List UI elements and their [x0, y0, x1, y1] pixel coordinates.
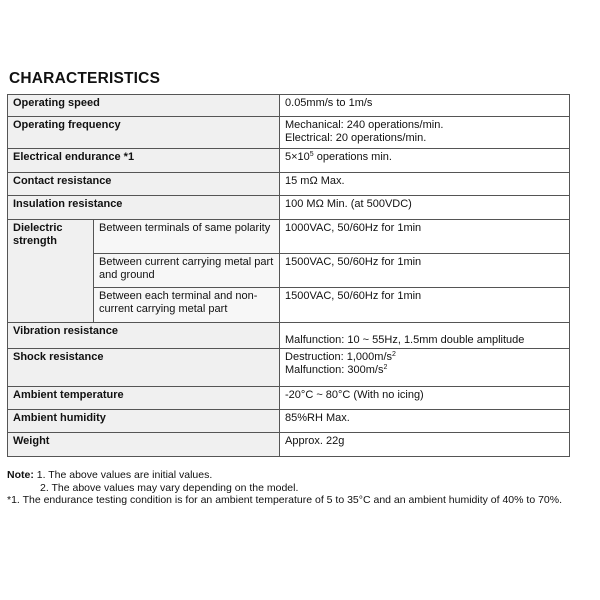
row-shock-resistance: [8, 349, 570, 387]
row-insulation-resistance: [8, 196, 570, 220]
note-1-text: 1. The above values are initial values.: [33, 469, 213, 481]
contact-resistance-value: 15 mΩ Max.: [280, 173, 570, 196]
contact-resistance-label: Contact resistance: [8, 173, 280, 196]
dielectric-condition-2: Between current carrying metal part and ground: [94, 254, 280, 288]
note-heading: Note:: [7, 469, 34, 481]
characteristics-table: [7, 94, 570, 457]
row-dielectric-1: [8, 220, 570, 254]
row-contact-resistance: [8, 173, 570, 196]
endurance-exponent: 5: [309, 151, 314, 158]
row-ambient-humidity: [8, 410, 570, 433]
ambient-temperature-value: -20°C ~ 80°C (With no icing): [280, 387, 570, 410]
shock-malfunction-exp: 2: [383, 363, 388, 371]
vibration-resistance-value: Malfunction: 10 ~ 55Hz, 1.5mm double amplitude: [280, 323, 570, 349]
operating-speed-value: 0.05mm/s to 1m/s: [280, 95, 570, 117]
shock-destruction-text: Destruction: 1,000m/s: [285, 351, 393, 363]
ambient-humidity-value: 85%RH Max.: [280, 410, 570, 433]
shock-resistance-value: [280, 349, 570, 387]
shock-resistance-label: Shock resistance: [8, 349, 280, 387]
operating-speed-label: Operating speed: [8, 95, 280, 117]
weight-value: Approx. 22g: [280, 433, 570, 457]
electrical-endurance-value: [280, 149, 570, 173]
note-1: [7, 469, 567, 482]
row-operating-frequency: [8, 117, 570, 149]
dielectric-strength-label: [8, 220, 94, 323]
ambient-temperature-label: Ambient temperature: [8, 387, 280, 410]
row-operating-speed: [8, 95, 570, 117]
dielectric-condition-1: Between terminals of same polarity: [94, 220, 280, 254]
endurance-unit: operations min.: [313, 151, 392, 163]
frequency-electrical: Electrical: 20 operations/min.: [285, 131, 427, 144]
row-weight: [8, 433, 570, 457]
shock-destruction-exp: 2: [392, 351, 396, 358]
footnote-1: *1. The endurance testing condition is for an ambient temperature of 5 to 35°C and an ambient humidity of 40% to 70%.: [7, 494, 563, 506]
shock-malfunction: [285, 364, 564, 377]
dielectric-value-1: 1000VAC, 50/60Hz for 1min: [280, 220, 570, 254]
dielectric-label-line1: Dielectric: [13, 222, 63, 234]
row-vibration-resistance: [8, 323, 570, 349]
dielectric-value-3: 1500VAC, 50/60Hz for 1min: [280, 288, 570, 323]
dielectric-condition-3: Between each terminal and non-current carrying metal part: [94, 288, 280, 323]
dielectric-label-line2: strength: [13, 234, 57, 247]
shock-destruction: [285, 351, 564, 364]
note-2: 2. The above values may vary depending on the model.: [40, 481, 299, 494]
section-title: CHARACTERISTICS: [9, 70, 161, 87]
vibration-resistance-label: Vibration resistance: [8, 323, 280, 349]
endurance-base: 5×10: [285, 151, 310, 163]
operating-frequency-label: Operating frequency: [8, 117, 280, 149]
operating-frequency-value: [280, 117, 570, 149]
electrical-endurance-label: Electrical endurance *1: [8, 149, 280, 173]
row-ambient-temperature: [8, 387, 570, 410]
frequency-mechanical: Mechanical: 240 operations/min.: [285, 119, 444, 131]
notes-block: [7, 469, 567, 507]
ambient-humidity-label: Ambient humidity: [8, 410, 280, 433]
shock-malfunction-text: Malfunction: 300m/s: [285, 363, 384, 376]
insulation-resistance-label: Insulation resistance: [8, 196, 280, 220]
row-electrical-endurance: [8, 149, 570, 173]
weight-label: Weight: [8, 433, 280, 457]
insulation-resistance-value: 100 MΩ Min. (at 500VDC): [280, 196, 570, 220]
dielectric-value-2: 1500VAC, 50/60Hz for 1min: [280, 254, 570, 288]
